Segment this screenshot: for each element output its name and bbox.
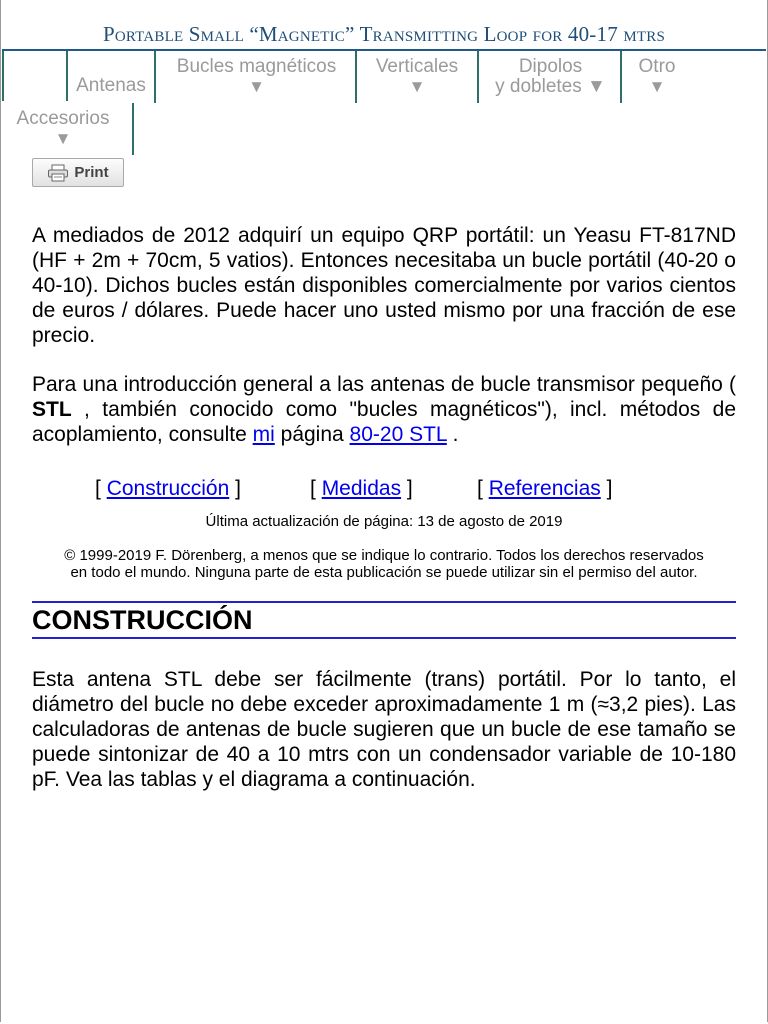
intro-p2-text-c: página <box>274 423 350 446</box>
chevron-down-icon: ▼ <box>54 129 72 148</box>
chevron-down-icon: ▼ <box>408 77 426 96</box>
intro-paragraph-2 <box>32 372 736 447</box>
nav-item-verticales-label: Verticales <box>375 56 459 77</box>
nav-item-dipolos-label-line1: Dipolos <box>518 56 583 77</box>
bracket-open: [ <box>477 477 483 500</box>
nav-item-accesorios[interactable] <box>2 103 134 155</box>
intro-p2-text-b: , también conocido como "bucles magnéticos"), incl. métodos de acoplamiento, consulte <box>32 398 736 446</box>
link-medidas[interactable]: Medidas <box>321 477 402 500</box>
nav-item-blank <box>2 51 66 101</box>
section-jump-links <box>32 476 736 502</box>
section-heading-construccion: CONSTRUCCIÓN <box>32 605 253 635</box>
jump-referencias <box>477 476 612 502</box>
nav-item-otro-label: Otro <box>638 56 676 77</box>
jump-medidas <box>310 476 413 502</box>
bracket-open: [ <box>95 477 101 500</box>
link-mi[interactable]: mi <box>252 423 275 446</box>
print-label: Print <box>74 164 109 181</box>
bracket-close: ] <box>606 477 613 500</box>
main-nav <box>0 51 768 156</box>
bracket-close: ] <box>235 477 241 500</box>
print-button[interactable] <box>32 158 124 187</box>
chevron-down-icon: ▼ <box>248 77 265 96</box>
last-updated: Última actualización de página: 13 de agosto de 2019 <box>205 513 563 530</box>
section-rule-bottom <box>32 637 736 639</box>
link-referencias[interactable]: Referencias <box>488 477 601 500</box>
printer-icon <box>47 164 69 182</box>
nav-item-antenas[interactable] <box>66 51 154 101</box>
page-title: Portable Small “Magnetic” Transmitting Loop for 40-17 mtrs <box>102 22 666 46</box>
nav-item-dipolos-label-line2: y dobletes ▼ <box>495 76 606 97</box>
nav-item-accesorios-label: Accesorios <box>16 108 110 129</box>
bracket-close: ] <box>406 477 413 500</box>
construction-paragraph-1: Esta antena STL debe ser fácilmente (trans) portátil. Por lo tanto, el diámetro del bucle no debe exceder aproximadamente 1 m (≈3,2 pies). Las calculadoras de antenas de bucle sugieren que un bucle de ese tamaño se puede sintonizar de 40 a 10 mtrs con un condensador variable de 10-180 pF. Vea las tablas y el diagrama a continuación. <box>32 668 736 791</box>
bracket-open: [ <box>310 477 316 500</box>
intro-paragraph-1: A mediados de 2012 adquirí un equipo QRP portátil: un Yeasu FT-817ND (HF + 2m + 70cm, 5 vatios). Entonces necesitaba un bucle portátil (40-20 o 40-10). Dichos bucles están disponibles comercialmente por varios cientos de euros / dólares. Puede hacer uno usted mismo por una fracción de ese precio. <box>32 224 736 347</box>
copyright-line-1: © 1999-2019 F. Dörenberg, a menos que se indique lo contrario. Todos los derechos reservados <box>64 547 704 564</box>
nav-item-verticales[interactable] <box>355 51 477 103</box>
stl-abbrev: STL <box>32 398 72 421</box>
chevron-down-icon: ▼ <box>648 77 666 96</box>
intro-p2-text-a: Para una introducción general a las antenas de bucle transmisor pequeño ( <box>32 373 736 396</box>
section-rule-top <box>32 601 736 603</box>
nav-item-otro[interactable] <box>620 51 692 103</box>
link-construccion[interactable]: Construcción <box>106 477 230 500</box>
nav-item-antenas-label: Antenas <box>76 75 146 96</box>
link-80-20-stl[interactable]: 80-20 STL <box>349 423 447 446</box>
nav-item-dipolos[interactable] <box>477 51 622 103</box>
copyright-notice <box>32 547 736 581</box>
nav-item-bucles-magneticos[interactable] <box>154 51 357 103</box>
copyright-line-2: en todo el mundo. Ninguna parte de esta publicación se puede utilizar sin el permiso del autor. <box>70 564 698 581</box>
nav-item-bucles-label: Bucles magnéticos <box>176 56 337 77</box>
jump-construccion <box>95 476 241 502</box>
intro-p2-text-d: . <box>446 423 459 446</box>
